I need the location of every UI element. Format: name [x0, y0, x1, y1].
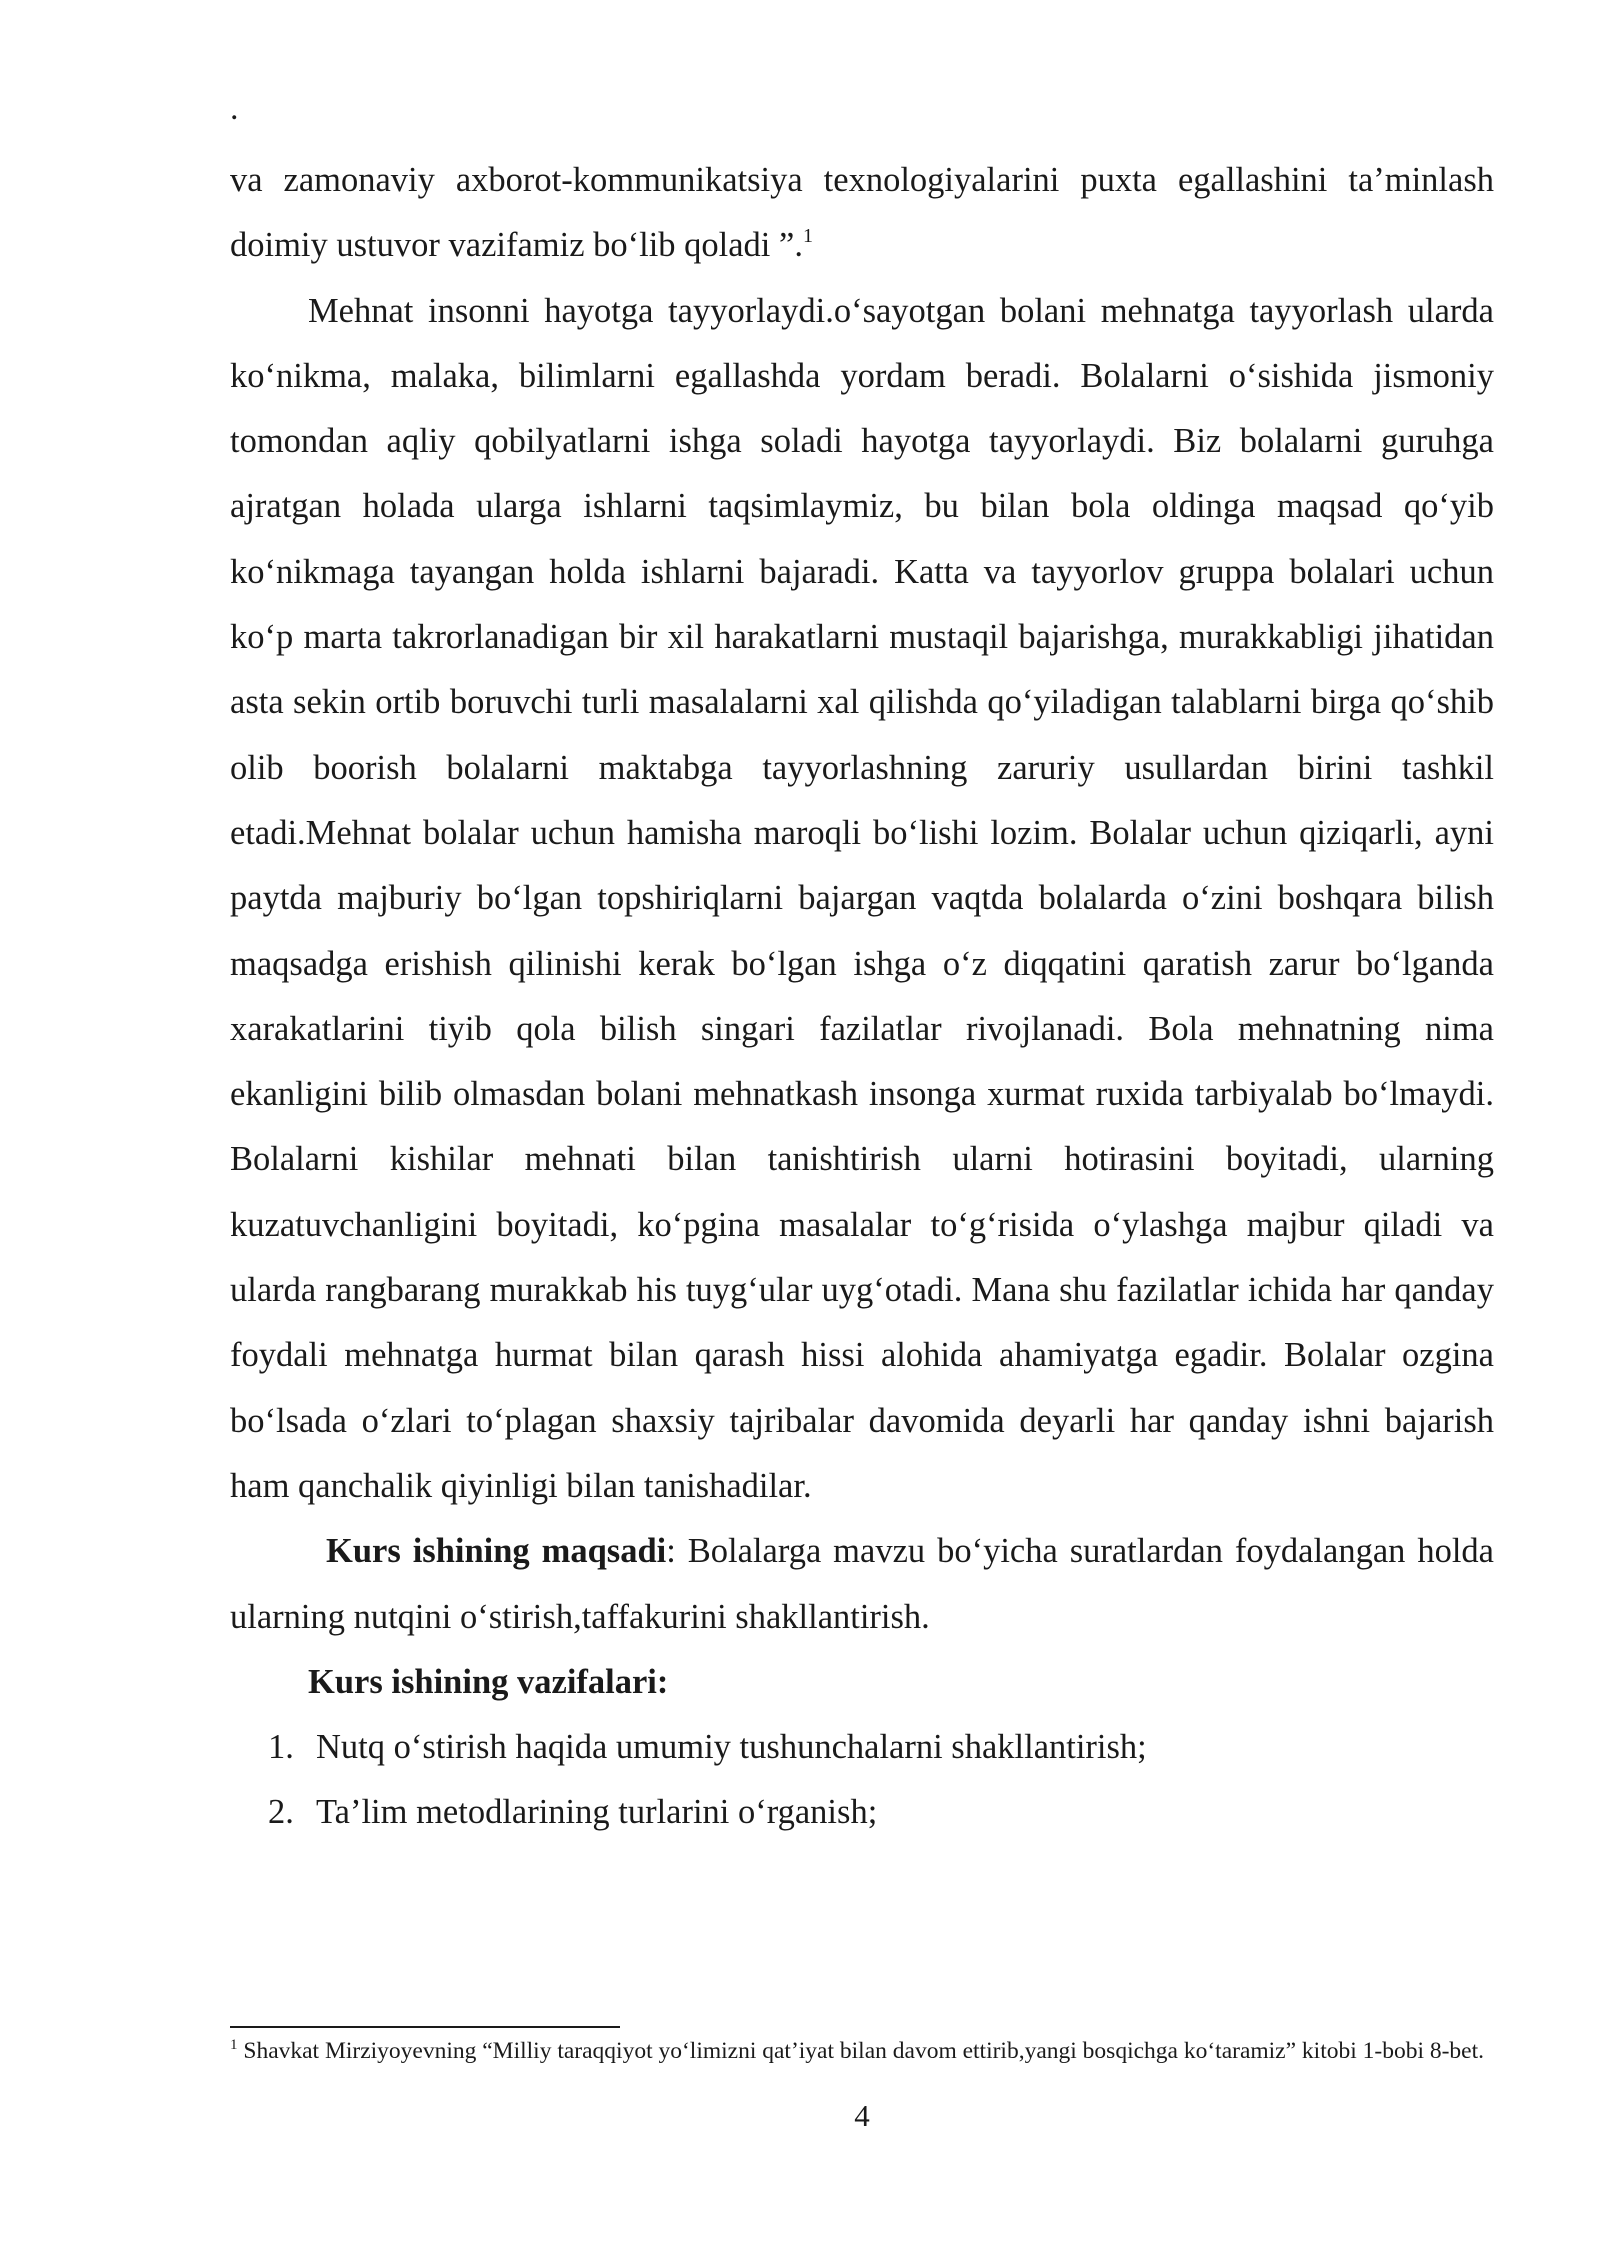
list-item: [230, 1715, 1494, 1780]
paragraph-1-text: va zamonaviy axborot-kommunikatsiya texnologiyalarini puxta egallashini ta’minlash doimiy ustuvor vazifamiz bo‘lib qoladi ”.: [230, 161, 1494, 265]
footnote-text: Shavkat Mirziyoyevning “Milliy taraqqiyot yo‘limizni qat’iyat bilan davom ettirib,yangi bosqichga ko‘taramiz” kitobi 1-bobi 8-bet.: [237, 2038, 1485, 2064]
paragraph-continuation: [230, 148, 1494, 279]
footnote-mark: 1: [230, 2037, 238, 2053]
list-item-number: 2.: [268, 1793, 294, 1832]
paragraph-aim: [230, 1519, 1494, 1650]
footnote: [230, 2036, 1494, 2066]
page-number: 4: [854, 2098, 870, 2133]
list-item: [230, 1780, 1494, 1845]
tasks-list: [230, 1715, 1494, 1846]
aim-text: : Bolalarga mavzu bo‘yicha suratlardan foydalangan holda ularning nutqini o‘stirish,taffakurini shakllantirish.: [230, 1532, 1494, 1636]
list-item-text: Ta’lim metodlarining turlarini o‘rganish;: [316, 1793, 878, 1832]
document-page: [230, 0, 1494, 2262]
footnote-separator: [230, 2026, 620, 2028]
body-text: [230, 148, 1494, 1846]
list-item-text: Nutq o‘stirish haqida umumiy tushunchalarni shakllantirish;: [316, 1728, 1147, 1767]
aim-label: Kurs ishining maqsadi: [326, 1532, 667, 1571]
list-item-number: 1.: [268, 1728, 294, 1767]
tasks-heading: Kurs ishining vazifalari:: [308, 1662, 669, 1701]
paragraph-labor: Mehnat insonni hayotga tayyorlaydi.o‘sayotgan bolani mehnatga tayyorlash ularda ko‘nikma, malaka, bilimlarni egallashda yordam beradi. Bolalarni o‘sishida jismoniy tomondan aqliy qobilyatlarni ishga soladi hayotga tayyorlaydi. Biz bolalarni guruhga ajratgan holada ularga ishlarni taqsimlaymiz, bu bilan bola oldinga maqsad qo‘yib ko‘nikmaga tayangan holda ishlarni bajaradi. Katta va tayyorlov gruppa bolalari uchun ko‘p marta takrorlanadigan bir xil harakatlarni mustaqil bajarishga, murakkabligi jihatidan asta sekin ortib boruvchi turli masalalarni xal qilishda qo‘yiladigan talablarni birga qo‘shib olib boorish bolalarni maktabga tayyorlashning zaruriy usullardan birini tashkil etadi.Mehnat bolalar uchun hamisha maroqli bo‘lishi lozim. Bolalar uchun qiziqarli, ayni paytda majburiy bo‘lgan topshiriqlarni bajargan vaqtda bolalarda o‘zini boshqara bilish maqsadga erishish qilinishi kerak bo‘lgan ishga o‘z diqqatini qaratish zarur bo‘lganda xarakatlarini tiyib qola bilish singari fazilatlar rivojlanadi. Bola mehnatning nima ekanligini bilib olmasdan bolani mehnatkash insonga xurmat ruxida tarbiyalab bo‘lmaydi. Bolalarni kishilar mehnati bilan tanishtirish ularni hotirasini boyitadi, ularning kuzatuvchanligini boyitadi, ko‘pgina masalalar to‘g‘risida o‘ylashga majbur qiladi va ularda rangbarang murakkab his tuyg‘ular uyg‘otadi. Mana shu fazilatlar ichida har qanday foydali mehnatga hurmat bilan qarash hissi alohida ahamiyatga egadir. Bolalar ozgina bo‘lsada o‘zlari to‘plagan shaxsiy tajribalar davomida deyarli har qanday ishni bajarish ham qanchalik qiyinligi bilan tanishadilar.: [230, 291, 1494, 1505]
footnote-reference[interactable]: 1: [802, 225, 813, 248]
leading-dot: .: [230, 90, 239, 127]
